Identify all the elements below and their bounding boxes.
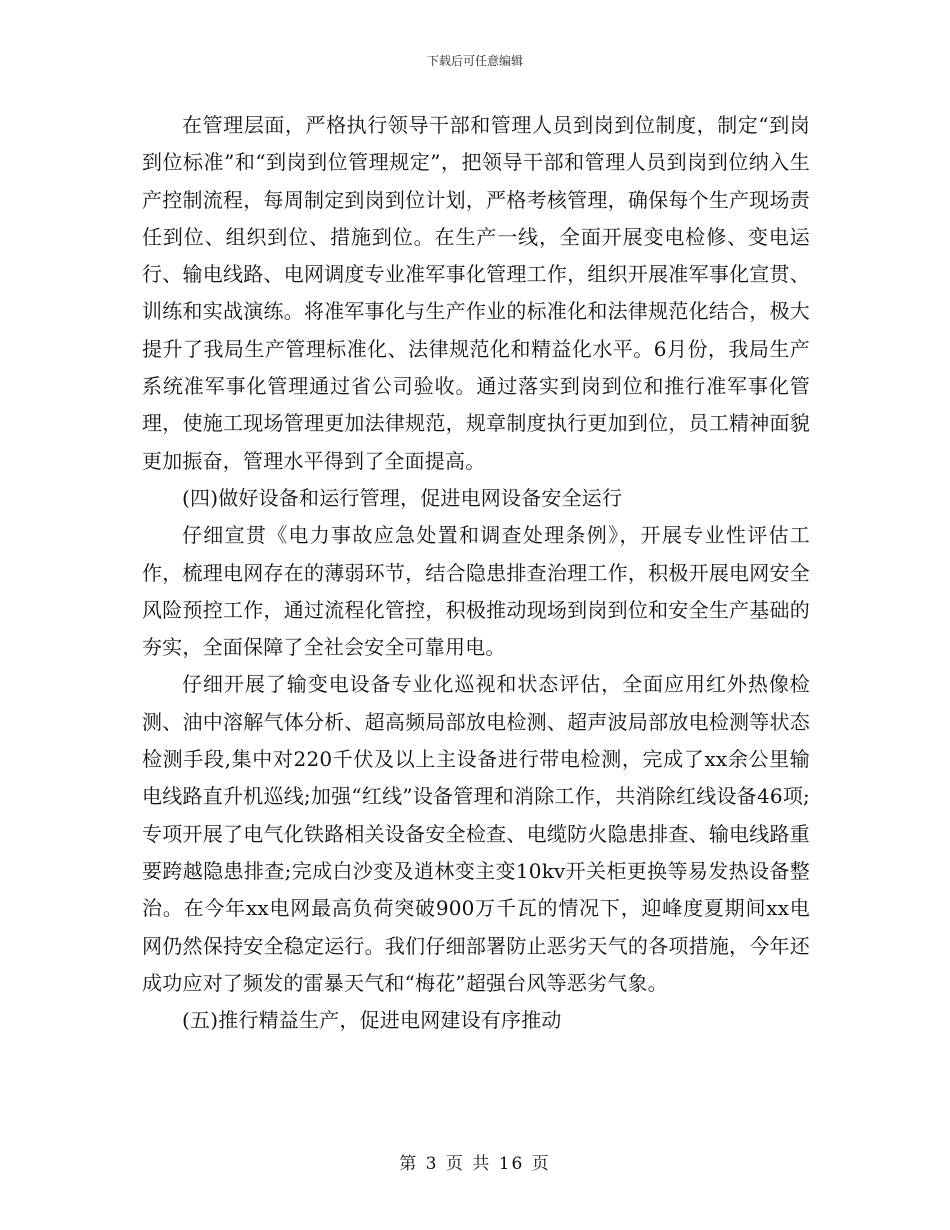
paragraph-equipment-inspection: 仔细开展了输变电设备专业化巡视和状态评估，全面应用红外热像检测、油中溶解气体分析、超高频局部放电检测、超声波局部放电检测等状态检测手段,集中对220千伏及以上主设备进行带电检测，完成了xx余公里输电线路直升机巡线;加强“红线”设备管理和消除工作，共消除红线设备46项;专项开展了电气化铁路相关设备安全检查、电缆防火隐患排查、输电线路重要跨越隐患排查;完成白沙变及逍林变主变10kv开关柜更换等易发热设备整治。在今年xx电网最高负荷突破900万千瓦的情况下，迎峰度夏期间xx电网仍然保持安全稳定运行。我们仔细部署防止恶劣天气的各项措施，今年还成功应对了频发的雷暴天气和“梅花”超强台风等恶劣气象。 xyxy=(142,672,810,995)
page-footer: 第 3 页 共 16 页 xyxy=(399,1154,551,1174)
page-header: 下载后可任意编辑 xyxy=(426,54,523,68)
document-body xyxy=(142,107,810,1039)
section-heading-5: (五)推行精益生产，促进电网建设有序推动 xyxy=(182,1008,562,1033)
paragraph-management-level: 在管理层面，严格执行领导干部和管理人员到岗到位制度，制定“到岗到位标准”和“到岗到位管理规定”，把领导干部和管理人员到岗到位纳入生产控制流程，每周制定到岗到位计划，严格考核管理，确保每个生产现场责任到位、组织到位、措施到位。在生产一线，全面开展变电检修、变电运行、输电线路、电网调度专业准军事化管理工作，组织开展准军事化宣贯、训练和实战演练。将准军事化与生产作业的标准化和法律规范化结合，极大提升了我局生产管理标准化、法律规范化和精益化水平。6月份，我局生产系统准军事化管理通过省公司验收。通过落实到岗到位和推行准军事化管理，使施工现场管理更加法律规范，规章制度执行更加到位，员工精神面貌更加振奋，管理水平得到了全面提高。 xyxy=(142,113,810,473)
section-heading-4: (四)做好设备和运行管理，促进电网设备安全运行 xyxy=(182,485,623,510)
paragraph-regulation-study: 仔细宣贯《电力事故应急处置和调查处理条例》，开展专业性评估工作，梳理电网存在的薄弱环节，结合隐患排查治理工作，积极开展电网安全风险预控工作，通过流程化管控，积极推动现场到岗到位和安全生产基础的夯实，全面保障了全社会安全可靠用电。 xyxy=(142,523,810,660)
